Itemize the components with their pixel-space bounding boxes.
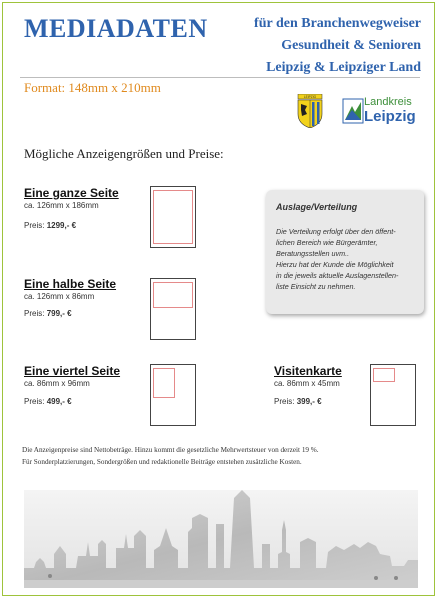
ad-price-half-page: Preis: 799,- € bbox=[24, 309, 72, 318]
info-box-title: Auslage/Verteilung bbox=[276, 202, 358, 212]
price-value: 799,- € bbox=[46, 309, 72, 318]
info-box-body bbox=[276, 226, 420, 292]
ad-preview-full-page bbox=[150, 186, 196, 248]
info-line: Hierzu hat der Kunde die Möglichkeit bbox=[276, 260, 394, 269]
price-value: 1299,- € bbox=[46, 221, 77, 230]
ad-dimensions-full-page: ca. 126mm x 186mm bbox=[24, 201, 99, 210]
ad-dimensions-half-page: ca. 126mm x 86mm bbox=[24, 292, 95, 301]
extra-costs-note: Für Sonderplatzierungen, Sondergrößen und redaktionelle Beiträge entstehen zusätzliche Kosten. bbox=[22, 458, 302, 466]
ad-price-full-page: Preis: 1299,- € bbox=[24, 221, 77, 230]
ad-preview-area bbox=[153, 190, 193, 244]
leipzig-coat-of-arms-icon bbox=[296, 94, 324, 128]
info-line: in die jeweils aktuelle Auslagenstellen- bbox=[276, 271, 399, 280]
subtitle-line-3: Leipzig & Leipziger Land bbox=[266, 60, 421, 75]
info-line: Beratungsstellen uvm.. bbox=[276, 249, 350, 258]
sizes-heading: Mögliche Anzeigengrößen und Preise: bbox=[24, 146, 224, 161]
ad-preview-quarter-page bbox=[150, 364, 196, 426]
landkreis-leipzig-logo bbox=[342, 96, 420, 128]
ad-price-quarter-page: Preis: 499,- € bbox=[24, 397, 72, 406]
leipzig-skyline-illustration bbox=[24, 484, 418, 588]
ad-preview-business-card bbox=[370, 364, 416, 426]
price-value: 499,- € bbox=[46, 397, 72, 406]
info-line: liste Einsicht zu nehmen. bbox=[276, 282, 356, 291]
subtitle-line-2: Gesundheit & Senioren bbox=[281, 38, 421, 53]
subtitle-line-1: für den Branchenwegweiser bbox=[254, 16, 421, 31]
price-note: Die Anzeigenpreise sind Nettobeträge. Hinzu kommt die gesetzliche Mehrwertsteuer von derzeit 19 %. bbox=[22, 446, 319, 454]
ad-preview-half-page bbox=[150, 278, 196, 340]
coat-of-arms-label: LEIPZIG bbox=[303, 95, 317, 99]
landkreis-line-2: Leipzig bbox=[364, 108, 416, 125]
ad-preview-area bbox=[153, 368, 175, 398]
ad-title-full-page: Eine ganze Seite bbox=[24, 186, 119, 200]
landkreis-mark-icon bbox=[342, 98, 364, 124]
ad-title-half-page: Eine halbe Seite bbox=[24, 277, 117, 291]
ad-title-business-card: Visitenkarte bbox=[274, 364, 342, 378]
ad-dimensions-business-card: ca. 86mm x 45mm bbox=[274, 379, 340, 388]
ad-title-quarter-page: Eine viertel Seite bbox=[24, 364, 121, 378]
ad-dimensions-quarter-page: ca. 86mm x 96mm bbox=[24, 379, 90, 388]
ad-preview-area bbox=[373, 368, 395, 382]
price-value: 399,- € bbox=[296, 397, 322, 406]
format-text: Format: 148mm x 210mm bbox=[24, 80, 161, 95]
ad-price-business-card: Preis: 399,- € bbox=[274, 397, 322, 406]
header-divider bbox=[20, 77, 420, 78]
distribution-info-box bbox=[266, 190, 424, 314]
info-line: Die Verteilung erfolgt über den öffent- bbox=[276, 227, 396, 236]
page-title: MEDIADATEN bbox=[24, 14, 208, 43]
info-line: lichen Bereich wie Bürgerämter, bbox=[276, 238, 378, 247]
landkreis-line-1: Landkreis bbox=[364, 96, 412, 108]
ad-preview-area bbox=[153, 282, 193, 308]
